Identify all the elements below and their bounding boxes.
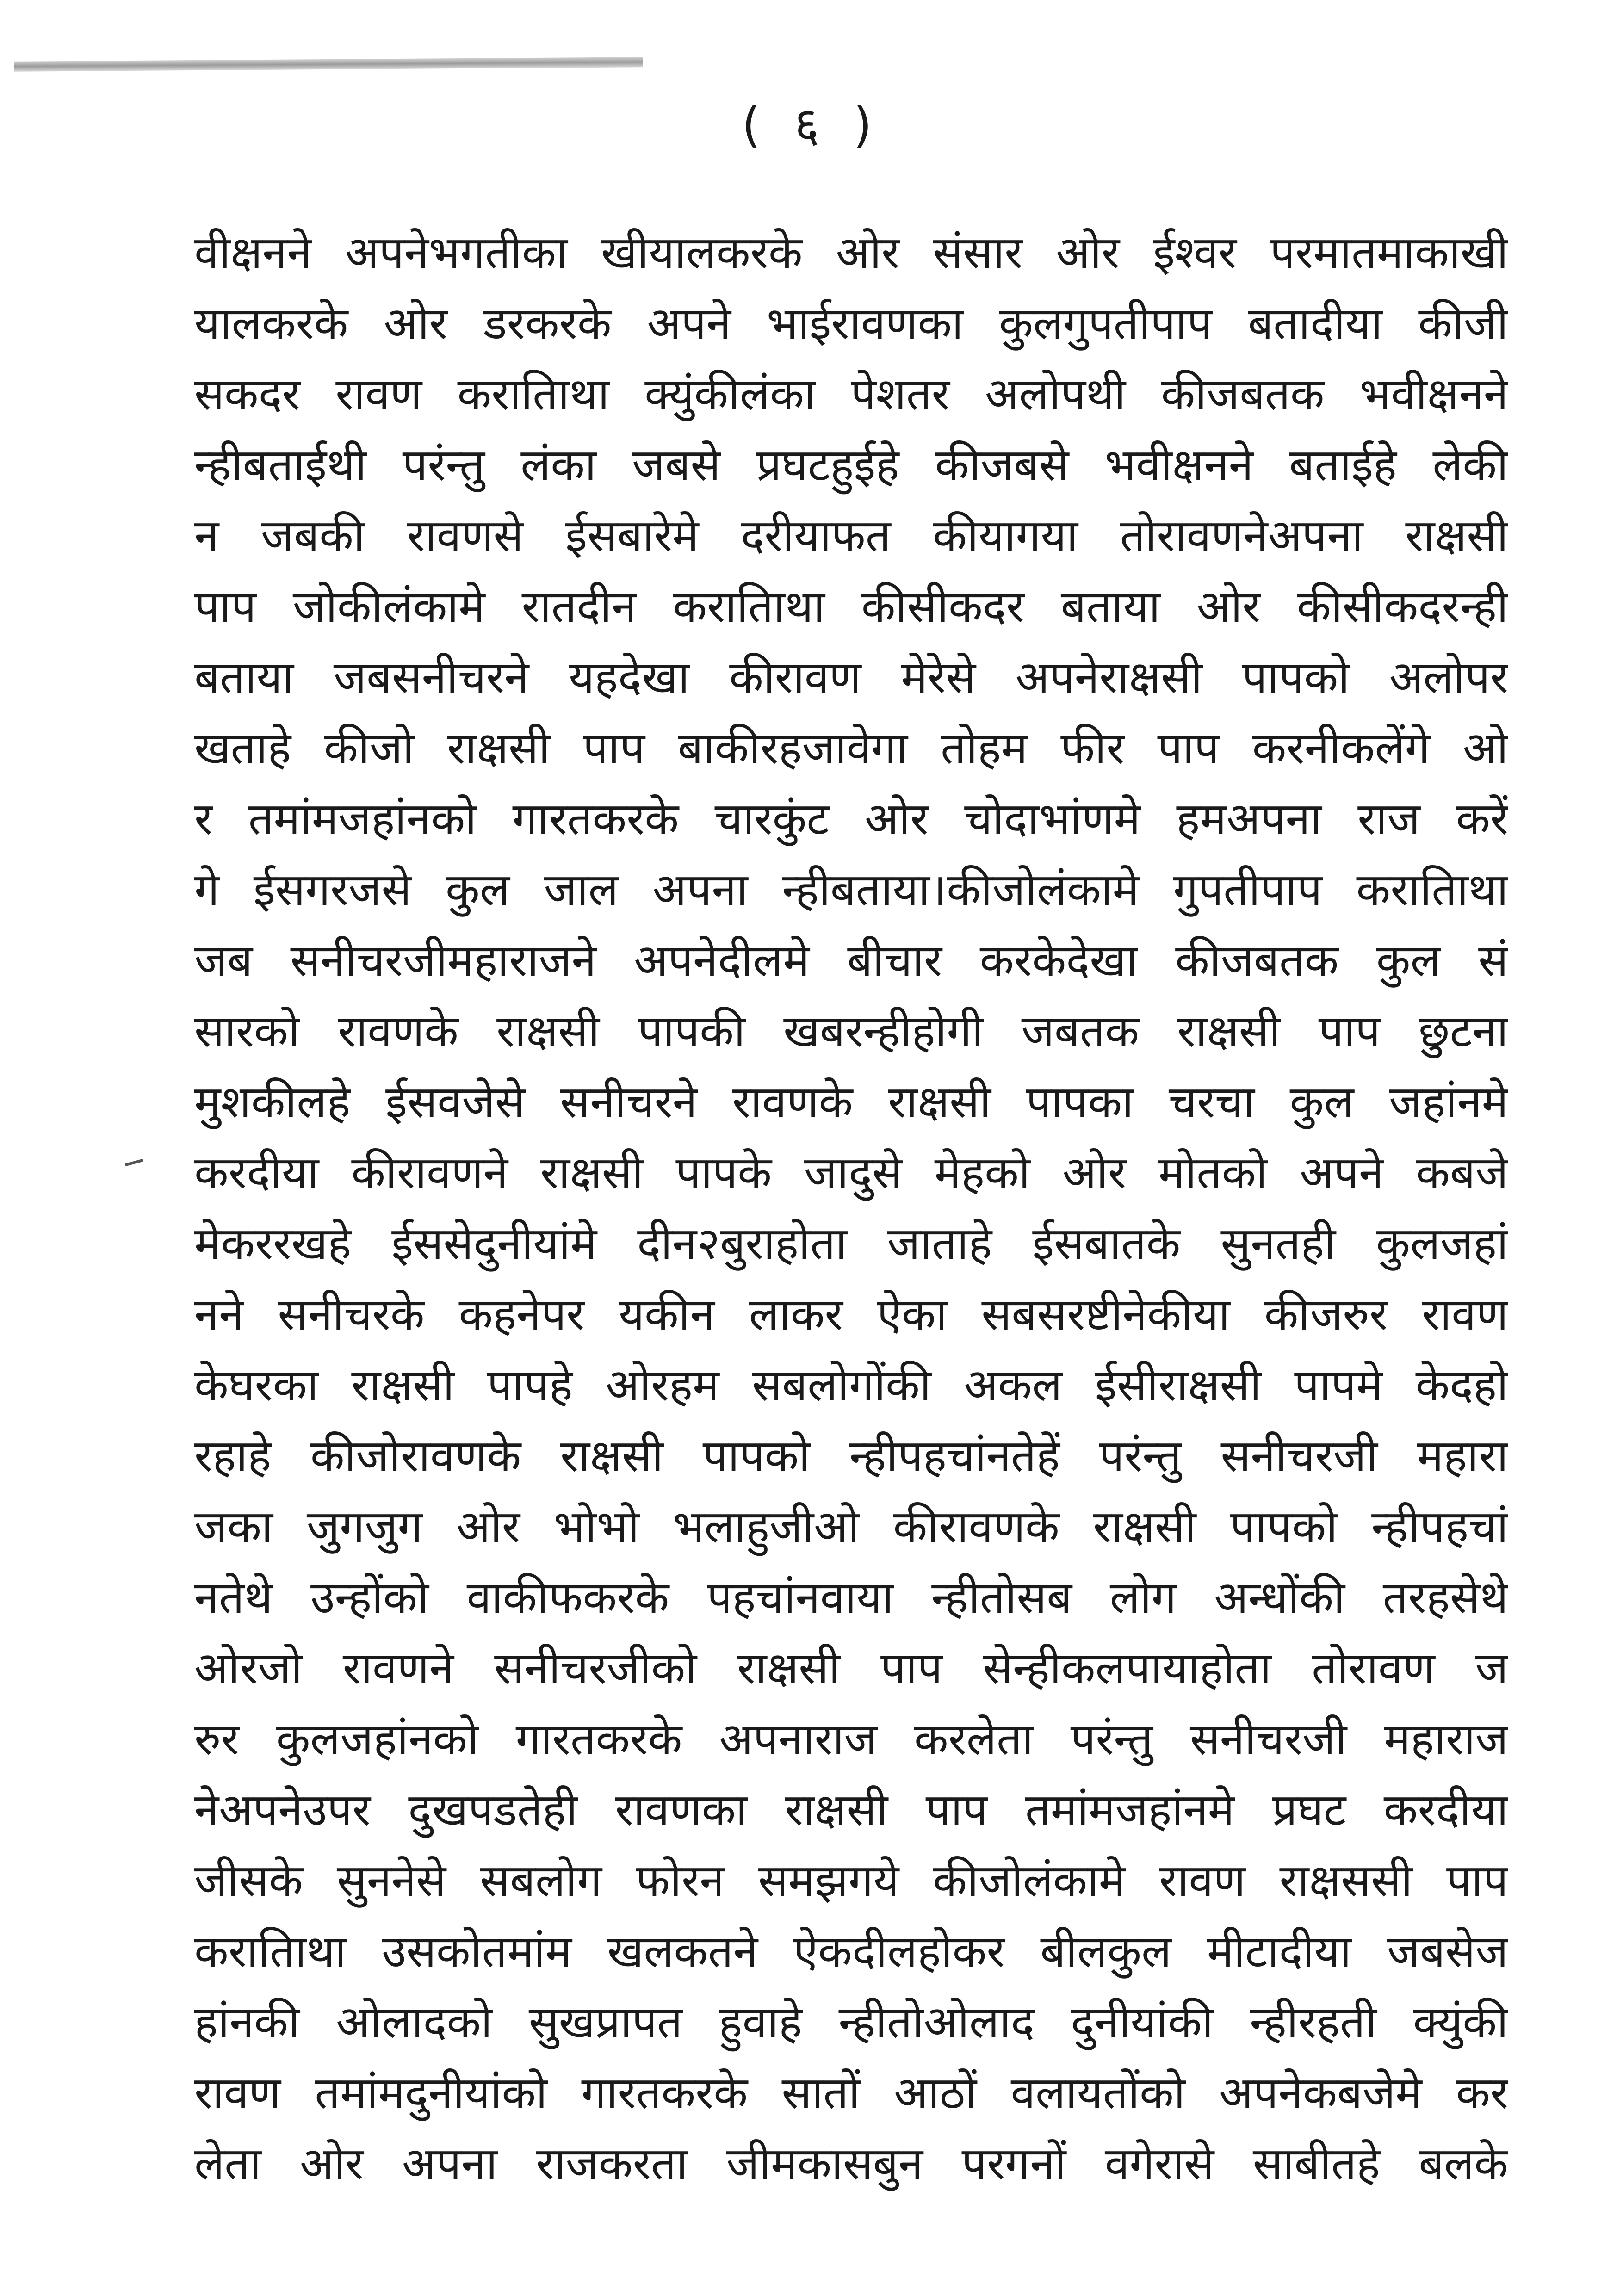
- text-line: खताहे कीजो राक्षसी पाप बाकीरहजावेगा तोहम फीर पाप करनीकलेंगे ओ: [194, 722, 1508, 774]
- text-line: यालकरके ओर डरकरके अपने भाईरावणका कुलगुपतीपाप बतादीया कीजी: [194, 297, 1508, 349]
- text-line: वीक्षनने अपनेभगतीका खीयालकरके ओर संसार ओर ईश्वर परमातमाकाखी: [194, 227, 1508, 278]
- text-line: ओरजो रावणने सनीचरजीको राक्षसी पाप सेन्हीकलपायाहोता तोरावण ज: [194, 1642, 1508, 1694]
- text-line: नेअपनेउपर दुखपडतेही रावणका राक्षसी पाप तमांमजहांनमे प्रघट करदीया: [194, 1784, 1508, 1836]
- text-line: हांनकी ओलादको सुखप्रापत हुवाहे न्हीतोओलाद दुनीयांकी न्हीरहती क्युंकी: [194, 1996, 1508, 2048]
- text-line: लेता ओर अपना राजकरता जीमकासबुन परगनों वगेरासे साबीतहे बलके: [194, 2138, 1508, 2190]
- text-line: जीसके सुननेसे सबलोग फोरन समझगये कीजोलंकामे रावण राक्षससी पाप: [194, 1855, 1508, 1906]
- text-line: रहाहे कीजोरावणके राक्षसी पापको न्हीपहचांनतेहें परंन्तु सनीचरजी महारा: [194, 1430, 1508, 1482]
- margin-mark: [125, 1159, 143, 1166]
- text-line: पाप जोकीलंकामे रातदीन करातािथा कीसीकदर बताया ओर कीसीकदरन्ही: [194, 581, 1508, 632]
- text-line: करातािथा उसकोतमांम खलकतने ऐकदीलहोकर बीलकुल मीटादीया जबसेज: [194, 1925, 1508, 1977]
- text-line: र तमांमजहांनको गारतकरके चारकुंट ओर चोदाभांणमे हमअपना राज करें: [194, 793, 1508, 845]
- text-line: मुशकीलहे ईसवजेसे सनीचरने रावणके राक्षसी पापका चरचा कुल जहांनमे: [194, 1076, 1508, 1128]
- text-line: रावण तमांमदुनीयांको गारतकरके सातों आठों वलायतोंको अपनेकबजेमे कर: [194, 2067, 1508, 2119]
- text-line: सकदर रावण करातािथा क्युंकीलंका पेशतर अलोपथी कीजबतक भवीक्षनने: [194, 368, 1508, 420]
- text-line: जब सनीचरजीमहाराजने अपनेदीलमे बीचार करकेदेखा कीजबतक कुल सं: [194, 934, 1508, 986]
- text-line: न्हीबताईथी परंन्तु लंका जबसे प्रघटहुईहे कीजबसे भवीक्षनने बताईहे लेकी: [194, 439, 1508, 491]
- scan-top-edge-rule: [14, 57, 643, 71]
- text-line: जका जुगजुग ओर भोभो भलाहुजीओ कीरावणके राक्षसी पापको न्हीपहचां: [194, 1501, 1508, 1553]
- text-line: रुर कुलजहांनको गारतकरके अपनाराज करलेता परंन्तु सनीचरजी महाराज: [194, 1713, 1508, 1765]
- body-text: [194, 217, 1508, 2199]
- text-line: मेकररखहे ईससेदुनीयांमे दीन२बुराहोता जाताहे ईसबातके सुनतही कुलजहां: [194, 1218, 1508, 1269]
- text-line: नने सनीचरके कहनेपर यकीन लाकर ऐका सबसरष्टीनेकीया कीजरुर रावण: [194, 1288, 1508, 1340]
- text-line: बताया जबसनीचरने यहदेखा कीरावण मेरेसे अपनेराक्षसी पापको अलोपर: [194, 651, 1508, 703]
- text-line: केघरका राक्षसी पापहे ओरहम सबलोगोंकी अकल ईसीराक्षसी पापमे केदहो: [194, 1359, 1508, 1411]
- text-line: न जबकी रावणसे ईसबारेमे दरीयाफत कीयागया तोरावणनेअपना राक्षसी: [194, 510, 1508, 562]
- text-line: सारको रावणके राक्षसी पापकी खबरन्हीहोगी जबतक राक्षसी पाप छुटना: [194, 1005, 1508, 1057]
- text-line: नतेथे उन्होंको वाकीफकरके पहचांनवाया न्हीतोसब लोग अन्धोंकी तरहसेथे: [194, 1572, 1508, 1623]
- text-line: करदीया कीरावणने राक्षसी पापके जादुसे मेहको ओर मोतको अपने कबजे: [194, 1147, 1508, 1199]
- page-number: ( ६ ): [742, 97, 881, 153]
- text-line: गे ईसगरजसे कुल जाल अपना न्हीबताया।कीजोलंकामे गुपतीपाप करातािथा: [194, 864, 1508, 916]
